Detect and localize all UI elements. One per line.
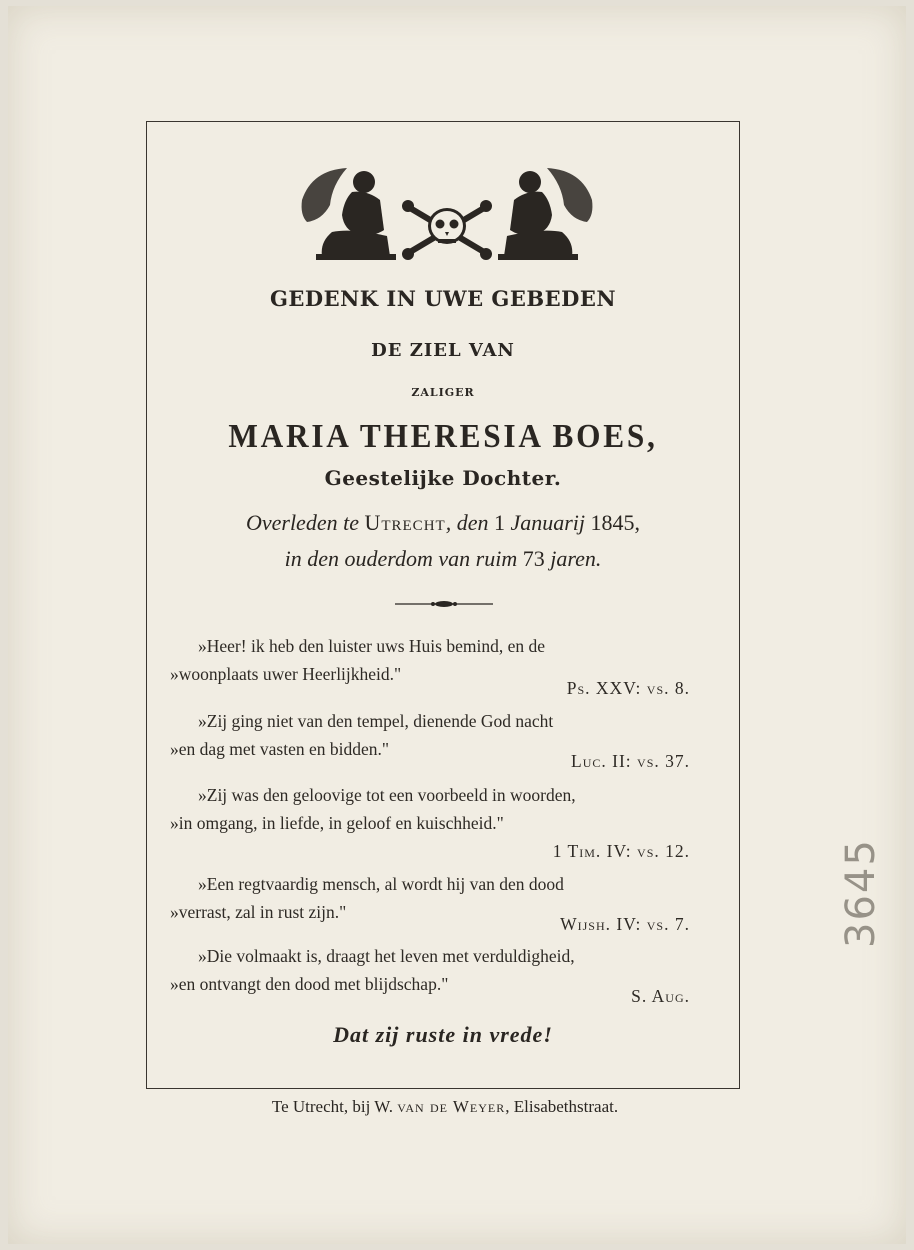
pencil-annotation: 3645 (838, 838, 884, 948)
printer-suffix: , Elisabethstraat. (505, 1097, 619, 1116)
death-date-line (146, 510, 740, 536)
verse-3-reference: 1 Tim. IV: vs. 12. (552, 841, 690, 861)
printer-prefix: Te Utrecht, bij W. (271, 1097, 398, 1116)
verse-5-line-1: »Die volmaakt is, draagt het leven met verduldigheid, (198, 946, 575, 966)
death-mid: , den (445, 510, 494, 535)
age-prefix: in den ouderdom van ruim (284, 546, 523, 571)
death-month: Januarij (504, 510, 591, 535)
death-day: 1 (493, 510, 505, 535)
verse-1-reference: Ps. XXV: vs. 8. (566, 678, 690, 698)
verse-2-line-2: »en dag met vasten en bidden." (170, 739, 390, 759)
death-year: 1845, (590, 510, 641, 535)
printer-name: van de Weyer (397, 1097, 506, 1116)
heading-line-2: DE ZIEL VAN (371, 340, 515, 361)
verse-4-reference: Wijsh. IV: vs. 7. (560, 914, 690, 934)
deceased-title: Geestelijke Dochter. (324, 466, 562, 490)
ornamental-rule-icon (395, 597, 493, 611)
verse-1-line-2: »woonplaats uwer Heerlijkheid." (170, 664, 402, 684)
heading-line-1: GEDENK IN UWE GEBEDEN (269, 286, 617, 311)
verse-3-line-1: »Zij was den geloovige tot een voorbeeld in woorden, (198, 785, 576, 805)
verse-4-line-1: »Een regtvaardig mensch, al wordt hij van den dood (198, 874, 564, 894)
verse-5-reference: S. Aug. (631, 986, 690, 1006)
verse-4-line-2: »verrast, zal in rust zijn." (170, 902, 347, 922)
deceased-name: MARIA THERESIA BOES, (228, 418, 658, 455)
verse-5-line-2: »en ontvangt den dood met blijdschap." (170, 974, 449, 994)
age-suffix: jaren. (544, 546, 602, 571)
verse-3-line-2: »in omgang, in liefde, in geloof en kuischheid." (170, 813, 504, 833)
closing-prayer: Dat zij ruste in vrede! (333, 1022, 553, 1047)
verse-2-line-1: »Zij ging niet van den tempel, dienende God nacht (198, 711, 554, 731)
age-line (146, 546, 740, 572)
praying-angels-skull-icon (292, 160, 602, 268)
death-city: Utrecht (364, 510, 446, 535)
verse-1-line-1: »Heer! ik heb den luister uws Huis bemind, en de (198, 636, 546, 656)
printer-imprint (140, 1097, 750, 1117)
heading-line-3: ZALIGER (411, 386, 475, 399)
age-value: 73 (522, 546, 545, 571)
death-prefix: Overleden te (245, 510, 365, 535)
verse-2-reference: Luc. II: vs. 37. (571, 751, 690, 771)
